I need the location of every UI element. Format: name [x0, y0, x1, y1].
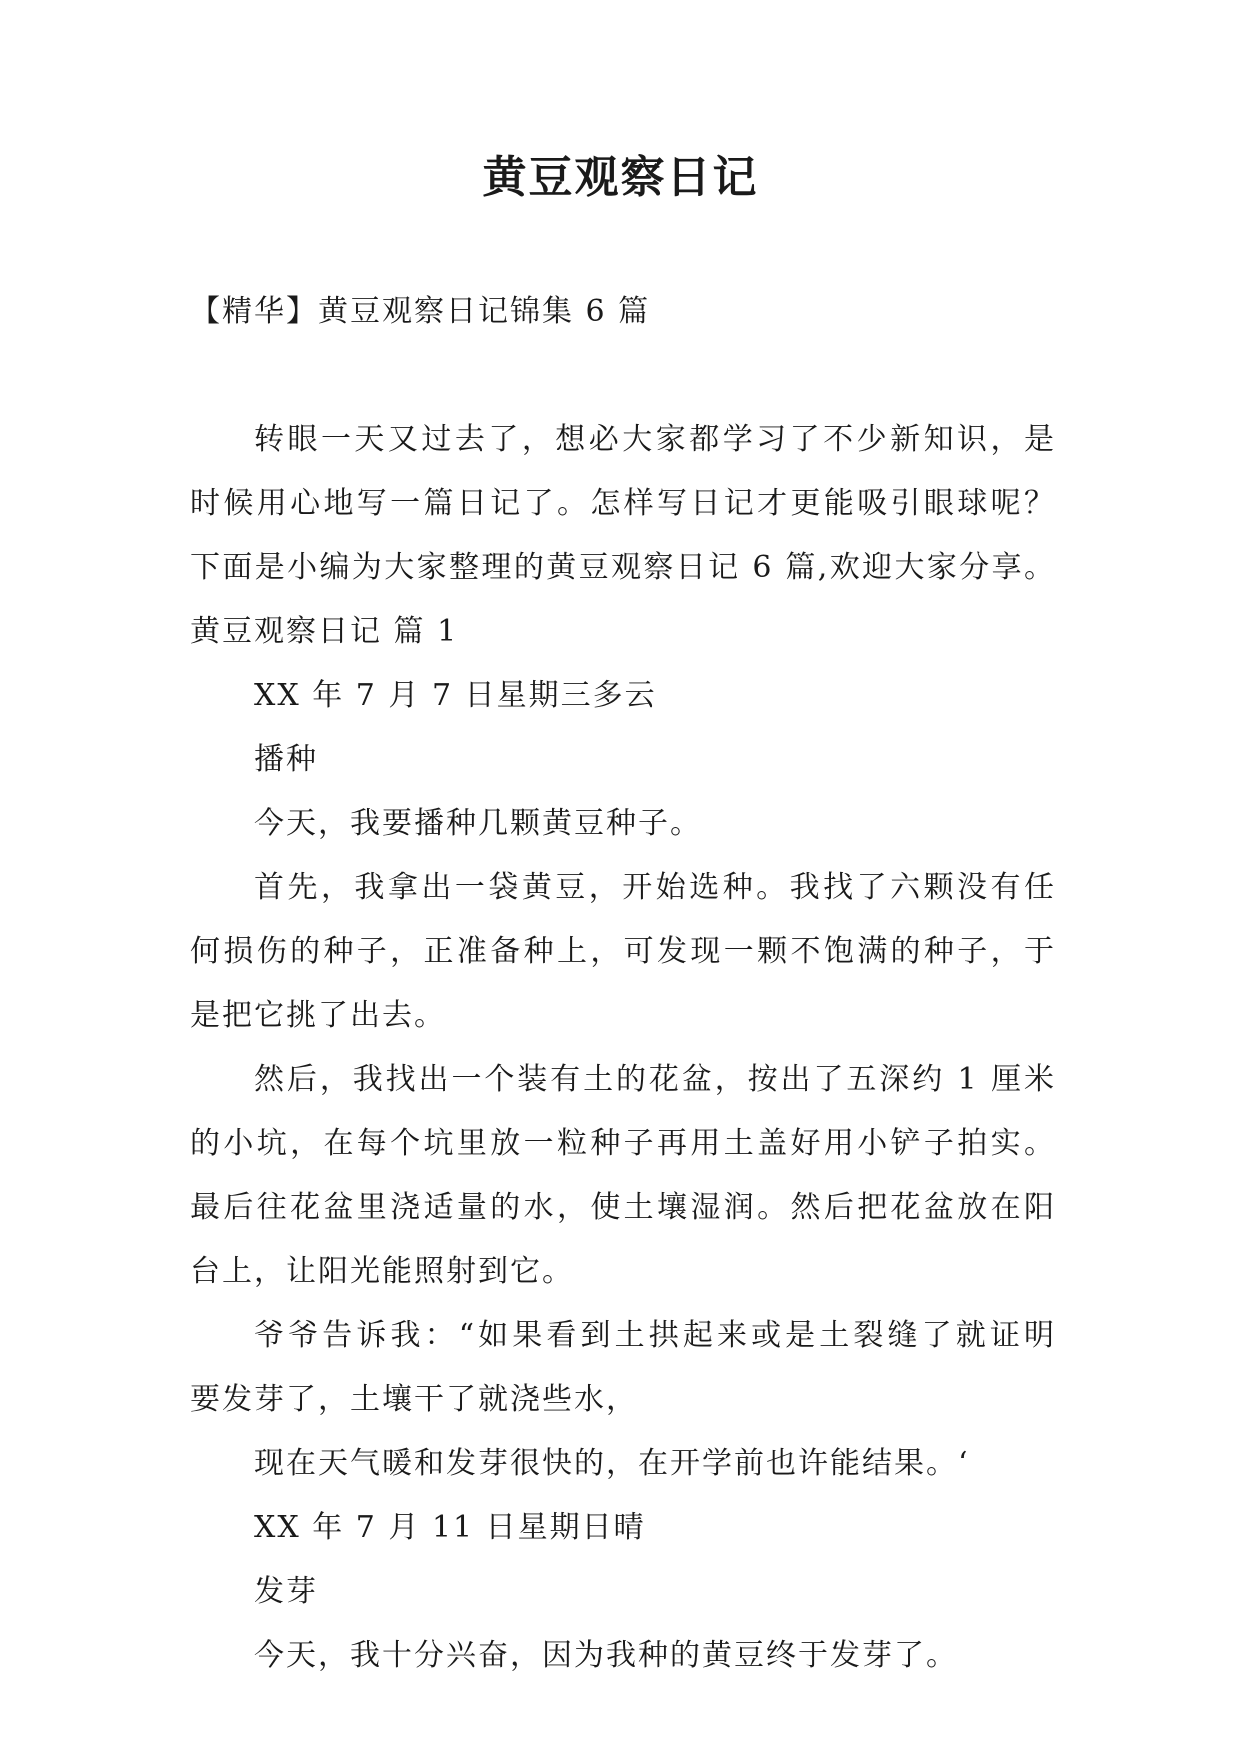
body-line: 播种: [254, 742, 318, 777]
body-line: 台上，让阳光能照射到它。: [190, 1254, 574, 1289]
body-line: 首先，我拿出一袋黄豆，开始选种。我找了六颗没有任: [254, 870, 1056, 905]
body-line: 转眼一天又过去了，想必大家都学习了不少新知识，是: [254, 422, 1056, 457]
document-body: [190, 408, 1056, 1688]
body-line: 要发芽了，土壤干了就浇些水，: [190, 1382, 638, 1417]
body-line: 今天，我要播种几颗黄豆种子。: [254, 806, 702, 841]
body-line: 是把它挑了出去。: [190, 998, 446, 1033]
body-line: 爷爷告诉我：“如果看到土拱起来或是土裂缝了就证明: [254, 1318, 1056, 1353]
body-line: 黄豆观察日记 篇 1: [190, 614, 459, 649]
body-line: 何损伤的种子，正准备种上，可发现一颗不饱满的种子，于: [190, 934, 1056, 969]
document-subtitle: 【精华】黄豆观察日记锦集 6 篇: [190, 294, 651, 329]
body-line: 然后，我找出一个装有土的花盆，按出了五深约 1 厘米: [254, 1062, 1056, 1097]
body-line: 现在天气暖和发芽很快的，在开学前也许能结果。‘: [254, 1446, 970, 1481]
body-line: 发芽: [254, 1574, 318, 1609]
body-line: 的小坑，在每个坑里放一粒种子再用土盖好用小铲子拍实。: [190, 1126, 1056, 1161]
body-line: 时候用心地写一篇日记了。怎样写日记才更能吸引眼球呢？: [190, 486, 1056, 521]
body-line: 今天，我十分兴奋，因为我种的黄豆终于发芽了。: [254, 1638, 958, 1673]
body-line: XX 年 7 月 11 日星期日晴: [254, 1510, 646, 1545]
body-line: XX 年 7 月 7 日星期三多云: [254, 678, 657, 713]
body-line: 下面是小编为大家整理的黄豆观察日记 6 篇,欢迎大家分享。: [190, 550, 1056, 585]
body-line: 最后往花盆里浇适量的水，使土壤湿润。然后把花盆放在阳: [190, 1190, 1056, 1225]
document-title: 黄豆观察日记: [482, 152, 759, 203]
